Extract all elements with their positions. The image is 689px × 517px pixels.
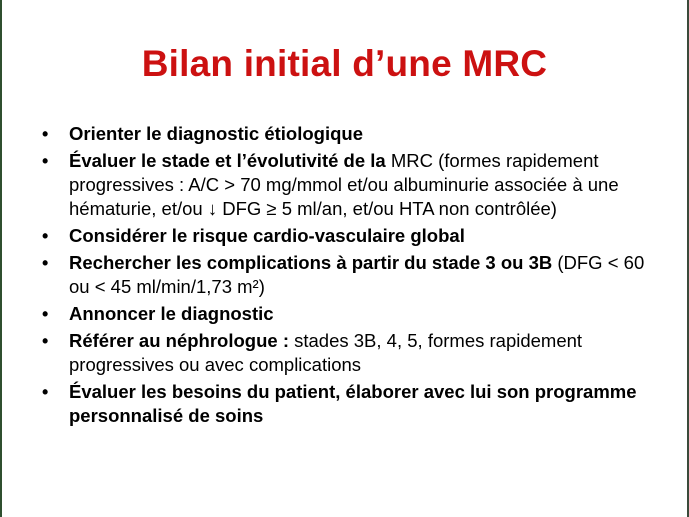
bullet-item-besoins [40,380,650,428]
bullet-dot: • [42,382,49,402]
bullet-bold-text: Orienter le diagnostic étiologique [69,123,363,144]
bullet-normal-text: (DFG < 60 ou < 45 ml/min/1,73 m²) [69,252,645,297]
bullet-item-orienter [40,122,650,146]
bullet-bold-text: Annoncer le diagnostic [69,303,274,324]
bullet-bold-text: Évaluer les besoins du patient, élaborer avec lui son programme personnalisé de soins [69,381,637,426]
bullet-item-referer [40,329,650,377]
bullet-dot: • [42,226,49,246]
bullet-item-evaluer-stade [40,149,650,221]
bullet-list [40,122,650,431]
bullet-bold-text: Évaluer le stade et l’évolutivité de la [69,150,391,171]
bullet-item-risque-cv [40,224,650,248]
bullet-dot: • [42,331,49,351]
bullet-dot: • [42,124,49,144]
bullet-item-complications [40,251,650,299]
bullet-dot: • [42,304,49,324]
bullet-dot: • [42,151,49,171]
bullet-bold-text: Référer au néphrologue : [69,330,289,351]
bullet-bold-text: Rechercher les complications à partir du stade 3 ou 3B [69,252,553,273]
bullet-item-annoncer [40,302,650,326]
slide-title: Bilan initial d’une MRC [141,43,548,84]
bullet-dot: • [42,253,49,273]
bullet-bold-text: Considérer le risque cardio-vasculaire global [69,225,465,246]
bullet-normal-text: MRC (formes rapidement progressives : A/C > 70 mg/mmol et/ou albuminurie associée à une hématurie, et/ou ↓ DFG ≥ 5 ml/an, et/ou HTA non contrôlée) [69,150,619,219]
bullet-normal-text: stades 3B, 4, 5, formes rapidement progressives ou avec complications [69,330,583,375]
